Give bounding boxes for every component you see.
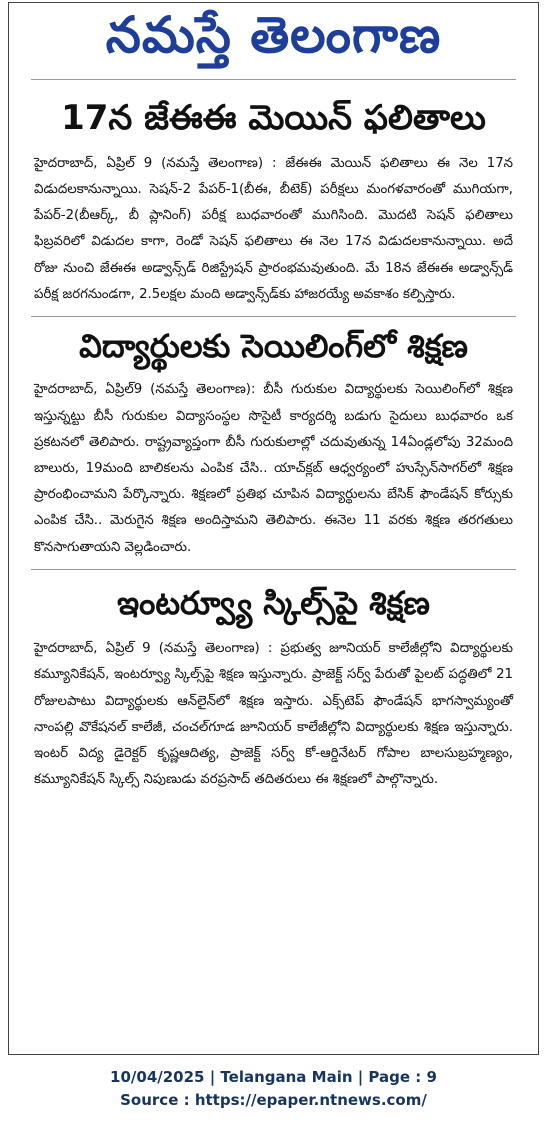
masthead bbox=[31, 3, 516, 80]
article-body: హైదరాబాద్, ఏప్రిల్9 (నమస్తే తెలంగాణ): బీసీ గురుకుల విద్యార్థులకు సెయిలింగ్‌లో శిక్షణ ఇస్తున్నట్టు బీసీ గురుకుల విద్యాసంస్థల సొసైటీ కార్యదర్శి బడుగు సైదులు బుధవారం ఒక ప్రకటనలో తెలిపారు. రాష్ట్రవ్యాప్తంగా బీసీ గురుకులాల్లో చదువుతున్న 14ఏండ్లలోపు 32మంది బాలురు, 19మంది బాలికలను ఎంపిక చేసి.. యాచ్‌క్లబ్ ఆధ్వర్యంలో హుస్సేన్‌సాగర్‌లో శిక్షణ ప్రారంభించామని పేర్కొన్నారు. శిక్షణలో ప్రతిభ చూపిన విద్యార్థులను బేసిక్ ఫౌండేషన్ కోర్సుకు ఎంపిక చేసి.. మెరుగైన శిక్షణ అందిస్తామని తెలిపారు. ఈనెల 11 వరకు శిక్షణ తరగతులు కొనసాగుతాయని వెల్లడించారు. bbox=[34, 382, 513, 555]
source-footer bbox=[0, 1066, 547, 1112]
article-body: హైదరాబాద్, ఏప్రిల్ 9 (నమస్తే తెలంగాణ) : జేఈఈ మెయిన్ ఫలితాలు ఈ నెల 17న విడుదలకానున్నాయి. సెషన్-2 పేపర్-1(బీఈ, బీటెక్) పరీక్షలు మంగళవారంతో ముగియగా, పేపర్-2(బీఆర్క్, బీ ప్లానింగ్) పరీక్ష బుధవారంతో ముగిసింది. మొదటి సెషన్ ఫలితాలు ఫిబ్రవరిలో విడుదల కాగా, రెండో సెషన్ ఫలితాలు ఈ నెల 17న విడుదలకానున్నాయి. అదే రోజు నుంచి జేఈఈ అడ్వాన్స్‌డ్ రిజిస్ట్రేషన్ ప్రారంభమవుతుంది. మే 18న జేఈఈ అడ్వాన్స్‌డ్ పరీక్ష జరగనుండగా, 2.5లక్షల మంది అడ్వాన్స్‌డ్‌కు హాజరయ్యే అవకాశం కల్పిస్తారు. bbox=[34, 155, 513, 302]
article-jee-results bbox=[31, 80, 516, 316]
article-headline: విద్యార్థులకు సెయిలింగ్‌లో శిక్షణ bbox=[79, 327, 468, 366]
article-sailing-training bbox=[31, 316, 516, 569]
newspaper-clipping bbox=[8, 2, 539, 1055]
article-interview-skills bbox=[31, 569, 516, 802]
article-headline: ఇంటర్వ్యూ స్కిల్స్‌పై శిక్షణ bbox=[117, 583, 430, 622]
article-body: హైదరాబాద్, ఏప్రిల్ 9 (నమస్తే తెలంగాణ) : ప్రభుత్వ జూనియర్ కాలేజీల్లోని విద్యార్థులకు కమ్యూనికేషన్, ఇంటర్వ్యూ స్కిల్స్‌పై శిక్షణ ఇస్తున్నారు. ప్రాజెక్ట్ సర్వ్ పేరుతో పైలట్ పద్ధతిలో 21 రోజులపాటు విద్యార్థులకు ఆన్‌లైన్‌లో శిక్షణ ఇస్తారు. ఎక్స్‌టెప్ ఫౌండేషన్ భాగస్వామ్యంతో నాంపల్లి వొకేషనల్ కాలేజీ, చంచల్‌గూడ జూనియర్ కాలేజీల్లోని విద్యార్థులకు శిక్షణ ఇస్తున్నారు. ఇంటర్ విద్య డైరెక్టర్ కృష్ణఆదిత్య, ప్రాజెక్ట్ సర్వ్ కో-ఆర్డినేటర్ గోపాల బాలసుబ్రహ్మణ్యం, కమ్యూనికేషన్ స్కిల్స్ నిపుణుడు వరప్రసాద్ తదితరులు ఈ శిక్షణలో పాల్గొన్నారు. bbox=[34, 641, 513, 788]
article-headline: 17న జేఈఈ మెయిన్ ఫలితాలు bbox=[61, 98, 486, 138]
footer-source-link[interactable]: Source : https://epaper.ntnews.com/ bbox=[120, 1091, 427, 1109]
footer-date-page: 10/04/2025 | Telangana Main | Page : 9 bbox=[110, 1068, 437, 1086]
masthead-title: నమస్తే తెలంగాణ bbox=[105, 5, 442, 64]
